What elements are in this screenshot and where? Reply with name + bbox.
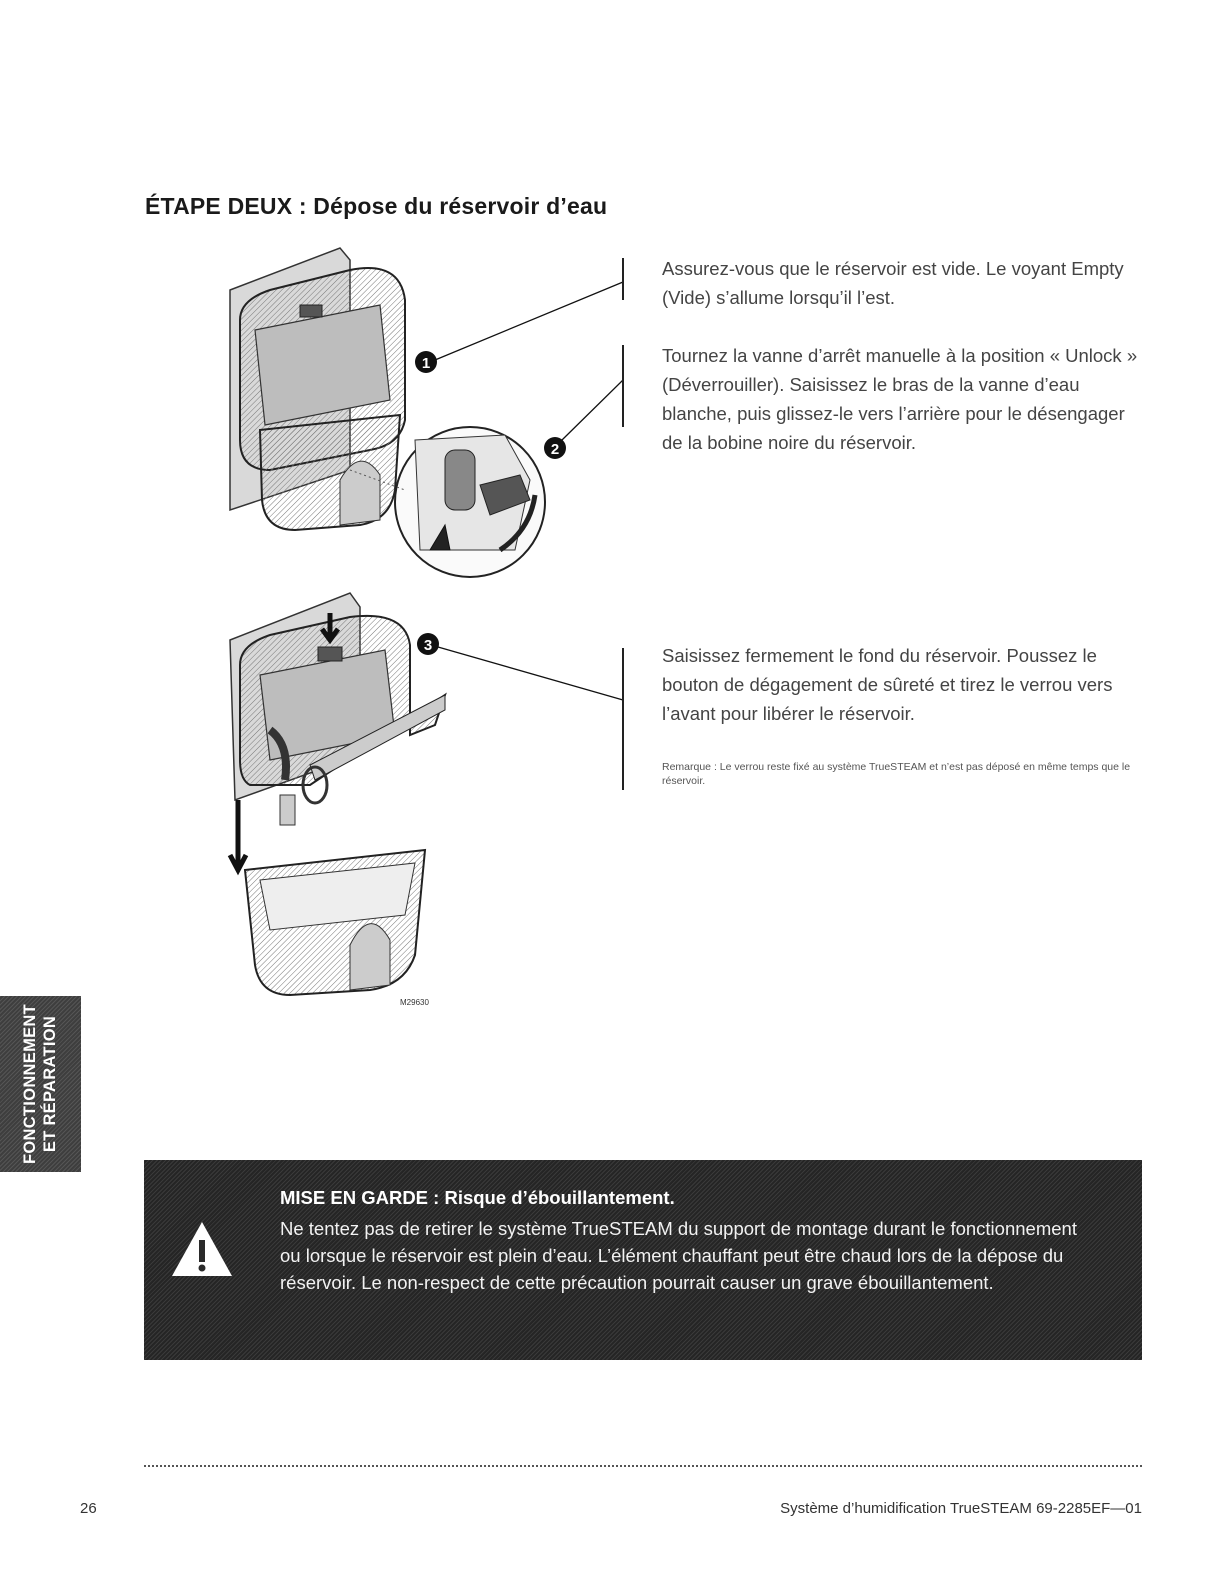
callout-1-bar [622, 258, 624, 300]
illustration-bottom [200, 585, 630, 1025]
warning-body: Ne tentez pas de retirer le système TrueSTEAM du support de montage durant le fonctionnement ou lorsque le réservoir est plein d’eau. L’élément chauffant peut être chaud lors de la dépose du réservoir. Le non-respect de cette précaution pourrait causer un grave ébouillantement. [280, 1218, 1077, 1293]
callout-2-number: 2 [550, 441, 560, 458]
step-3-text: Saisissez fermement le fond du réservoir. Poussez le bouton de dégagement de sûreté et tirez le verrou vers l’avant pour libérer le réservoir. [662, 645, 1113, 724]
illustration-top [200, 230, 630, 590]
step-2-text: Tournez la vanne d’arrêt manuelle à la position « Unlock » (Déverrouiller). Saisissez le bras de la vanne d’eau blanche, puis glissez-le vers l’arrière pour le désengager de la bobine noire du réservoir. [662, 345, 1138, 453]
figure-code: M29630 [400, 998, 429, 1007]
step-1-text: Assurez-vous que le réservoir est vide. Le voyant Empty (Vide) s’allume lorsqu’il l’est. [662, 258, 1124, 308]
footer-divider [144, 1465, 1142, 1467]
section-side-tab [0, 996, 81, 1172]
side-tab-line-2: ET RÉPARATION [41, 1015, 60, 1153]
page-heading: ÉTAPE DEUX : Dépose du réservoir d’eau [145, 193, 608, 219]
document-title: Système d’humidification TrueSTEAM 69-2285EF—01 [780, 1500, 1142, 1517]
callout-3-number: 3 [423, 637, 433, 654]
callout-2-bar [622, 345, 624, 427]
callout-3-bar [622, 648, 624, 790]
warning-triangle-icon [170, 1220, 234, 1278]
page-number: 26 [80, 1500, 97, 1517]
callout-1-number: 1 [421, 355, 431, 372]
note-text: Remarque : Le verrou reste fixé au système TrueSTEAM et n’est pas déposé en même temps que le réservoir. [662, 761, 1131, 787]
warning-box [144, 1160, 1142, 1360]
warning-title: MISE EN GARDE : Risque d’ébouillantement. [280, 1187, 675, 1208]
side-tab-line-1: FONCTIONNEMENT [21, 1003, 40, 1165]
